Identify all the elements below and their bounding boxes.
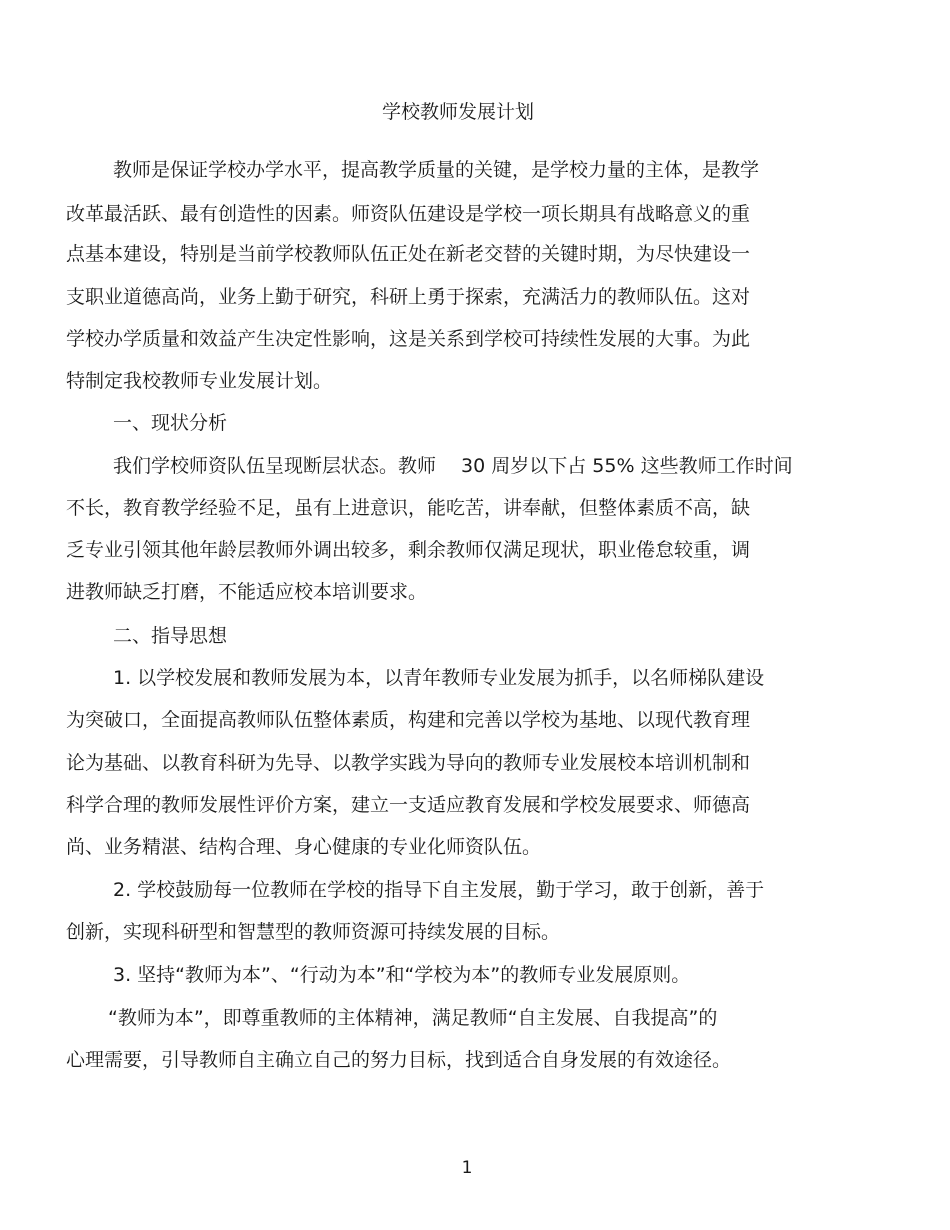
item3-detail-line-2: 心理需要，引导教师自主确立自己的努力目标，找到适合自身发展的有效途径。 bbox=[66, 1049, 732, 1071]
item2-line-1: 2. 学校鼓励每一位教师在学校的指导下自主发展，勤于学习，敢于创新，善于 bbox=[113, 879, 765, 901]
intro-line-2: 改革最活跃、最有创造性的因素。师资队伍建设是学校一项长期具有战略意义的重 bbox=[66, 203, 751, 225]
item1-line-5: 尚、业务精湛、结构合理、身心健康的专业化师资队伍。 bbox=[66, 836, 542, 858]
item1-line-4: 科学合理的教师发展性评价方案，建立一支适应教育发展和学校发展要求、师德高 bbox=[66, 794, 751, 816]
intro-line-1: 教师是保证学校办学水平，提高教学质量的关键，是学校力量的主体，是教学 bbox=[113, 159, 760, 181]
item1-line-1: 1. 以学校发展和教师发展为本，以青年教师专业发展为抓手，以名师梯队建设 bbox=[113, 667, 765, 689]
item1-line-2: 为突破口，全面提高教师队伍整体素质，构建和完善以学校为基地、以现代教育理 bbox=[66, 709, 751, 731]
section1-line-3: 乏专业引领其他年龄层教师外调出较多，剩余教师仅满足现状，职业倦怠较重，调 bbox=[66, 539, 751, 561]
intro-line-5: 学校办学质量和效益产生决定性影响，这是关系到学校可持续性发展的大事。为此 bbox=[66, 328, 751, 350]
intro-line-6: 特制定我校教师专业发展计划。 bbox=[66, 370, 333, 392]
section1-line-4: 进教师缺乏打磨，不能适应校本培训要求。 bbox=[66, 581, 428, 603]
item3-detail-line-1: “教师为本”，即尊重教师的主体精神，满足教师“自主发展、自我提高”的 bbox=[108, 1007, 718, 1029]
item1-line-3: 论为基础、以教育科研为先导、以教学实践为导向的教师专业发展校本培训机制和 bbox=[66, 752, 751, 774]
section1-line-1: 我们学校师资队伍呈现断层状态。教师 30 周岁以下占 55% 这些教师工作时间 bbox=[113, 455, 793, 477]
intro-line-3: 点基本建设，特别是当前学校教师队伍正处在新老交替的关键时期，为尽快建设一 bbox=[66, 243, 751, 265]
page-number: 1 bbox=[461, 1158, 473, 1178]
section-heading-guiding-ideology: 二、指导思想 bbox=[113, 625, 228, 647]
section-heading-current-analysis: 一、现状分析 bbox=[113, 412, 228, 434]
document-title: 学校教师发展计划 bbox=[381, 101, 534, 123]
intro-line-4: 支职业道德高尚，业务上勤于研究，科研上勇于探索，充满活力的教师队伍。这对 bbox=[66, 286, 751, 308]
section1-line-2: 不长，教育教学经验不足，虽有上进意识，能吃苦，讲奉献，但整体素质不高，缺 bbox=[66, 497, 751, 519]
item3-line: 3. 坚持“教师为本”、“行动为本”和“学校为本”的教师专业发展原则。 bbox=[113, 964, 691, 986]
item2-line-2: 创新，实现科研型和智慧型的教师资源可持续发展的目标。 bbox=[66, 921, 561, 943]
